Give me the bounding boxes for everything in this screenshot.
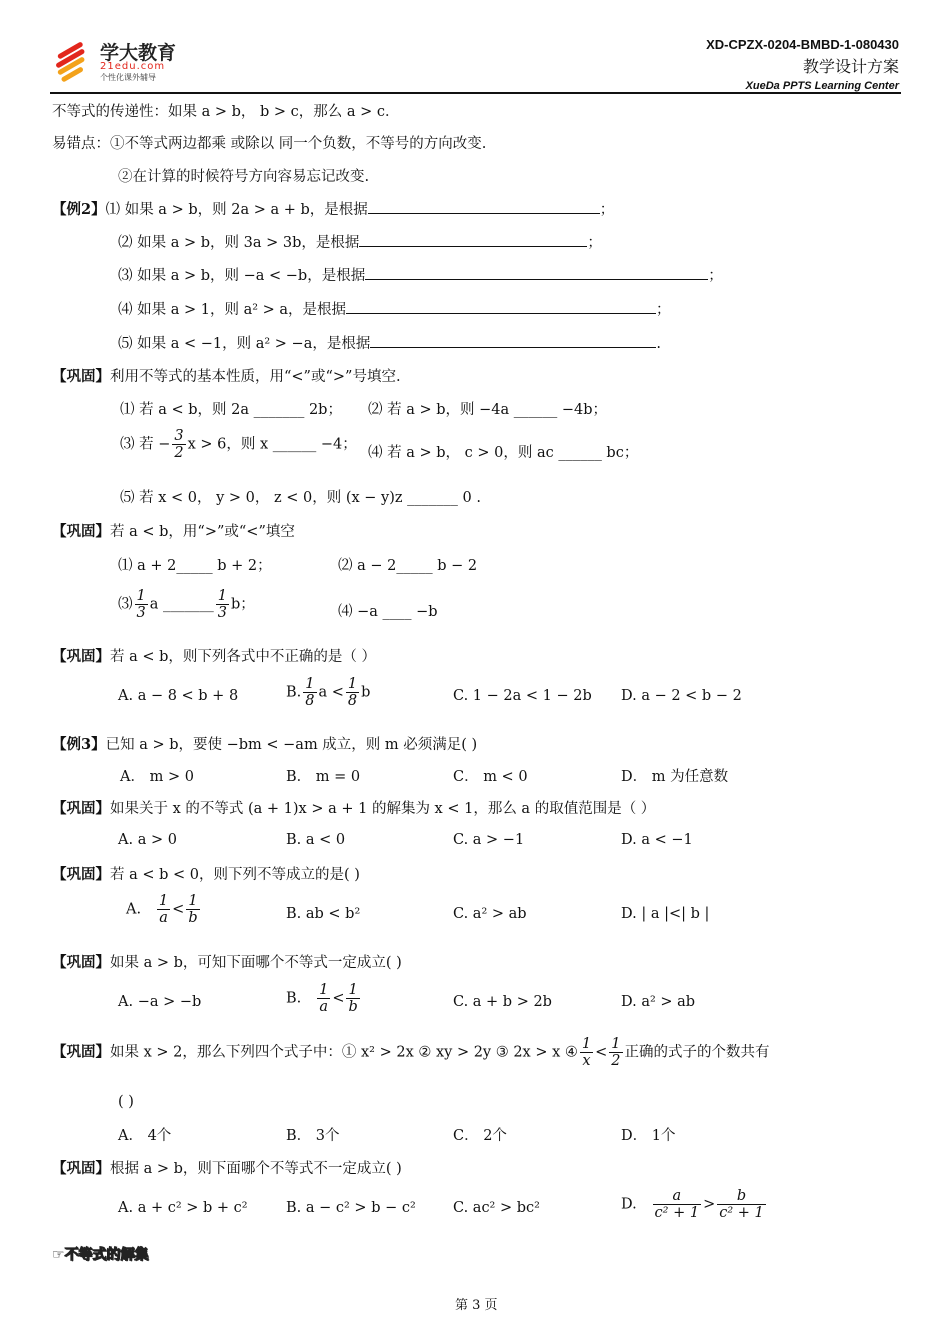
practice-1-item-1: ⑴ 若 a < b，则 2a _______ 2b； bbox=[120, 402, 342, 418]
option-c[interactable]: C. ac² > bc² bbox=[453, 1200, 540, 1216]
option-a[interactable]: A． m > 0 bbox=[120, 769, 194, 785]
fraction: $\frac{1}{8}$ bbox=[347, 676, 358, 709]
option-b[interactable]: B. $\frac{1}{a}$ < $\frac{1}{b}$ bbox=[286, 982, 358, 1015]
practice-7: 【巩固】如果 x > 2，那么下列四个式子中：① x² > 2x ② xy > 2y ③ 2x > x ④ $\frac{1}{x}$ < $\frac{1}{2}$ 正确的式子的个数共有 bbox=[52, 1036, 770, 1069]
logo bbox=[50, 34, 190, 84]
option-b[interactable]: B. a < 0 bbox=[286, 832, 346, 848]
fraction: $\frac{a}{\text{c² + 1}}$ bbox=[654, 1188, 700, 1221]
option-d[interactable]: D． m 为任意数 bbox=[621, 769, 729, 785]
option-c[interactable]: C. a + b > 2b bbox=[453, 994, 552, 1010]
option-a[interactable]: A. $\frac{1}{a}$ < $\frac{1}{b}$ bbox=[126, 893, 198, 926]
fraction: $\frac{b}{\text{c² + 1}}$ bbox=[719, 1188, 764, 1221]
doc-title: 教学设计方案 bbox=[802, 57, 899, 76]
section-title: 不等式的解集 bbox=[64, 1247, 149, 1263]
practice-1-item-4: ⑷ 若 a > b， c > 0，则 ac ______ bc； bbox=[368, 445, 639, 461]
option-d[interactable]: D. a² > ab bbox=[621, 994, 696, 1010]
option-b[interactable]: B． m = 0 bbox=[286, 769, 361, 785]
option-d[interactable]: D． 1个 bbox=[621, 1128, 676, 1144]
example-3: 【例3】已知 a > b，要使 −bm < −am 成立，则 m 必须满足( ) bbox=[52, 736, 478, 753]
fraction: $\frac{1}{b}$ bbox=[348, 982, 358, 1015]
fraction: $\frac{1}{3}$ bbox=[136, 588, 146, 621]
practice-6: 【巩固】如果 a > b，可知下面哪个不等式一定成立( ) bbox=[52, 954, 402, 971]
example-2-item-4: ⑷ 如果 a > 1，则 a² > a，是根据 ； bbox=[118, 302, 671, 318]
answer-blank[interactable] bbox=[368, 201, 600, 214]
option-d[interactable]: D. $\frac{a}{\text{c² + 1}}$ > $\frac{b}{\text{c² + 1}}$ bbox=[621, 1188, 764, 1221]
practice-tag: 【巩固】 bbox=[52, 368, 110, 385]
answer-paren: ( ) bbox=[118, 1094, 134, 1110]
practice-1: 【巩固】利用不等式的基本性质，用“<”或“>”号填空. bbox=[52, 368, 401, 385]
practice-2: 【巩固】若 a < b，用“>”或“<”填空 bbox=[52, 523, 295, 540]
doc-subtitle: XueDa PPTS Learning Center bbox=[745, 80, 899, 92]
fraction: $\frac{1}{x}$ bbox=[581, 1036, 592, 1069]
intro-pitfall-1: 易错点：①不等式两边都乘 或除以 同一个负数，不等号的方向改变. bbox=[52, 136, 487, 152]
practice-2-item-1: ⑴ a + 2_____ b + 2； bbox=[118, 558, 272, 574]
fraction: $\frac{1}{2}$ bbox=[611, 1036, 621, 1069]
option-c[interactable]: C. a > −1 bbox=[453, 832, 525, 848]
option-c[interactable]: C． 2个 bbox=[453, 1128, 507, 1144]
logo-slogan: 个性化课外辅导 bbox=[100, 73, 156, 82]
option-a[interactable]: A． 4个 bbox=[118, 1128, 172, 1144]
fraction: $\frac{1}{8}$ bbox=[305, 676, 315, 709]
fraction: $\frac{1}{b}$ bbox=[188, 893, 198, 926]
example-2-item-5: ⑸ 如果 a < −1，则 a² > −a，是根据 . bbox=[118, 336, 661, 352]
practice-1-item-5: ⑸ 若 x < 0， y > 0， z < 0，则 (x − y)z _______ 0 . bbox=[120, 490, 481, 506]
option-b[interactable]: B. $\frac{1}{8}$ a < $\frac{1}{8}$ b bbox=[286, 676, 371, 709]
practice-2-item-3: ⑶ $\frac{1}{3}$ a _______ $\frac{1}{3}$ b； bbox=[118, 588, 255, 621]
practice-4: 【巩固】如果关于 x 的不等式 (a + 1)x > a + 1 的解集为 x < 1，那么 a 的取值范围是（ ） bbox=[52, 800, 656, 817]
intro-pitfall-2: ②在计算的时候符号方向容易忘记改变. bbox=[118, 169, 370, 185]
option-b[interactable]: B. a − c² > b − c² bbox=[286, 1200, 416, 1216]
doc-code: XD-CPZX-0204-BMBD-1-080430 bbox=[706, 37, 899, 52]
option-d[interactable]: D. a < −1 bbox=[621, 832, 693, 848]
option-c[interactable]: C. 1 − 2a < 1 − 2b bbox=[453, 688, 592, 704]
logo-url: 21edu.com bbox=[100, 61, 166, 72]
practice-1-item-3: ⑶ 若 − $\frac{3}{2}$ x > 6，则 x ______ −4； bbox=[120, 428, 357, 461]
option-a[interactable]: A. a > 0 bbox=[118, 832, 177, 848]
practice-2-item-4: ⑷ −a ____ −b bbox=[338, 604, 438, 620]
practice-5: 【巩固】若 a < b < 0，则下列不等成立的是( ) bbox=[52, 866, 360, 883]
logo-mark-icon bbox=[50, 36, 96, 82]
example-2-item-2: ⑵ 如果 a > b，则 3a > 3b，是根据 ； bbox=[118, 235, 602, 251]
practice-8: 【巩固】根据 a > b，则下面哪个不等式不一定成立( ) bbox=[52, 1160, 402, 1177]
option-d[interactable]: D. a − 2 < b − 2 bbox=[621, 688, 742, 704]
example-2-item-1: 如果 a > b，则 2a > a + b，是根据 bbox=[124, 202, 368, 218]
answer-blank[interactable] bbox=[359, 234, 587, 247]
fraction: $\frac{3}{2}$ bbox=[174, 428, 184, 461]
answer-blank[interactable] bbox=[370, 335, 656, 348]
example-2: 【例2】⑴ 如果 a > b，则 2a > a + b，是根据 ； bbox=[52, 201, 615, 218]
fraction: $\frac{1}{a}$ bbox=[319, 982, 329, 1015]
option-a[interactable]: A. a + c² > b + c² bbox=[118, 1200, 248, 1216]
example-tag: 【例2】 bbox=[52, 201, 106, 218]
header-rule bbox=[50, 92, 901, 94]
practice-3: 【巩固】若 a < b，则下列各式中不正确的是（ ） bbox=[52, 648, 377, 665]
option-c[interactable]: C. a² > ab bbox=[453, 906, 527, 922]
option-b[interactable]: B. ab < b² bbox=[286, 906, 361, 922]
fraction: $\frac{1}{3}$ bbox=[217, 588, 227, 621]
option-a[interactable]: A. a − 8 < b + 8 bbox=[118, 688, 239, 704]
page-number: 第 3 页 bbox=[455, 1298, 498, 1313]
answer-blank[interactable] bbox=[365, 267, 708, 280]
answer-blank[interactable] bbox=[346, 301, 656, 314]
logo-cn: 学大教育 bbox=[100, 42, 177, 64]
option-a[interactable]: A. −a > −b bbox=[118, 994, 202, 1010]
pointing-hand-icon: ☞ bbox=[52, 1247, 65, 1263]
fraction: $\frac{1}{a}$ bbox=[158, 893, 169, 926]
practice-1-item-2: ⑵ 若 a > b，则 −4a ______ −4b； bbox=[368, 402, 608, 418]
example-2-item-3: ⑶ 如果 a > b，则 −a < −b，是根据 ； bbox=[118, 268, 723, 284]
option-d[interactable]: D. | a |<| b | bbox=[621, 906, 710, 922]
option-c[interactable]: C． m < 0 bbox=[453, 769, 528, 785]
intro-transitivity: 不等式的传递性：如果 a > b， b > c，那么 a > c． bbox=[52, 104, 400, 120]
option-b[interactable]: B． 3个 bbox=[286, 1128, 340, 1144]
practice-2-item-2: ⑵ a − 2_____ b − 2 bbox=[338, 558, 478, 574]
section-heading bbox=[52, 1244, 149, 1264]
